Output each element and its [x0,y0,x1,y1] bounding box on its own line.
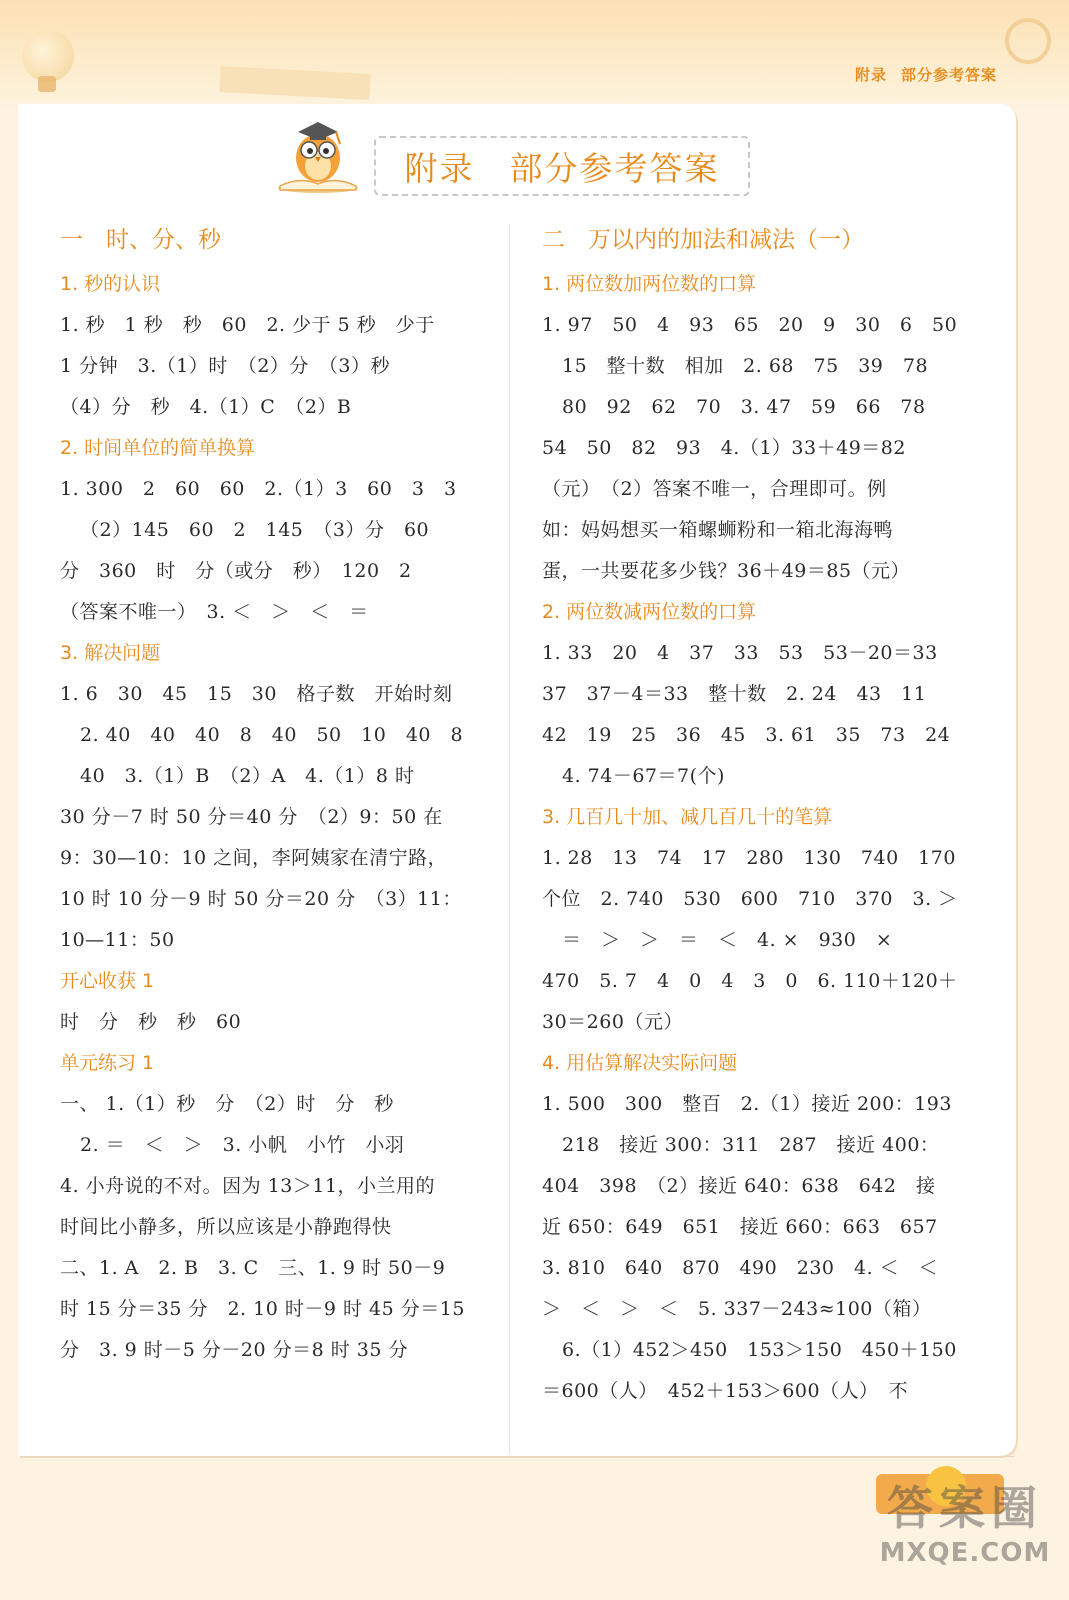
page-title: 附录 部分参考答案 [374,136,750,196]
answer-line: 1. 300 2 60 60 2.（1）3 60 3 3 [60,478,457,500]
answer-line: 42 19 25 36 45 3. 61 35 73 24 [542,724,951,746]
lightbulb-icon [22,30,74,82]
answer-line: 时 15 分＝35 分 2. 10 时－9 时 45 分＝15 [60,1298,465,1320]
answer-line: （2）145 60 2 145 （3）分 60 [80,519,430,541]
answer-line: 40 3.（1）B （2）A 4.（1）8 时 [80,765,415,787]
chapter-heading: 一 时、分、秒 [60,227,221,253]
right-column [542,218,962,1412]
section-heading: 1. 两位数加两位数的口算 [542,273,757,295]
answer-line: ＝600（人） 452＋153＞600（人） 不 [542,1380,909,1402]
title-area [262,110,762,200]
answer-line: 如：妈妈想买一箱螺蛳粉和一箱北海海鸭 [542,519,894,541]
answer-line: 54 50 82 93 4.（1）33＋49＝82 [542,437,906,459]
answer-line: 一、 1.（1）秒 分 （2）时 分 秒 [60,1093,394,1115]
answer-line: 1. 秒 1 秒 秒 60 2. 少于 5 秒 少于 [60,314,435,336]
answer-line: 2. 40 40 40 8 40 50 10 40 8 [80,724,464,746]
answer-line: （元） （2）答案不唯一，合理即可。例 [542,478,887,500]
answer-line: 15 整十数 相加 2. 68 75 39 78 [562,355,929,377]
answer-line: 蛋，一共要花多少钱？36＋49＝85（元） [542,560,911,582]
answer-line: （答案不唯一） 3. ＜ ＞ ＜ ＝ [60,601,369,623]
answer-line: 个位 2. 740 530 600 710 370 3. ＞ [542,888,958,910]
lightbulb-base-icon [38,76,56,92]
answer-line: 10 时 10 分－9 时 50 分＝20 分 （3）11： [60,888,462,910]
answer-line: 470 5. 7 4 0 4 3 0 6. 110＋120＋ [542,970,958,992]
answer-line: 10—11：50 [60,929,175,951]
watermark-url: MXQE.COM [879,1538,1051,1568]
answer-line: 4. 小舟说的不对。因为 13＞11，小兰用的 [60,1175,436,1197]
section-heading: 开心收获 1 [60,970,155,992]
answer-line: 1. 97 50 4 93 65 20 9 30 6 50 [542,314,958,336]
answer-line: 1. 28 13 74 17 280 130 740 170 [542,847,956,869]
answer-line: 分 3. 9 时－5 分－20 分＝8 时 35 分 [60,1339,409,1361]
answer-line: 404 398 （2）接近 640：638 642 接 [542,1175,936,1197]
header-subtitle: 部分参考答案 [900,66,997,84]
answer-line: 1 分钟 3.（1）时 （2）分 （3）秒 [60,355,391,377]
owl-mascot-icon [274,110,362,194]
answer-line: 二、1. A 2. B 3. C 三、1. 9 时 50－9 [60,1257,446,1279]
answer-line: 2. ＝ ＜ ＞ 3. 小帆 小竹 小羽 [80,1134,405,1156]
answer-line: 6.（1）452＞450 153＞150 450＋150 [562,1339,957,1361]
section-heading: 4. 用估算解决实际问题 [542,1052,738,1074]
magnifier-icon [1005,18,1051,64]
top-decor-band [0,0,1069,110]
answer-line: ＝ ＞ ＞ ＝ ＜ 4. × 930 × [562,929,893,951]
answer-line: （4）分 秒 4.（1）C （2）B [60,396,352,418]
answer-line: 时间比小静多，所以应该是小静跑得快 [60,1216,392,1238]
answer-line: 37 37－4＝33 整十数 2. 24 43 11 [542,683,927,705]
answer-line: 时 分 秒 秒 60 [60,1011,242,1033]
header-section: 附录 [854,66,887,84]
answer-line: 分 360 时 分（或分 秒） 120 2 [60,560,412,582]
section-heading: 2. 两位数减两位数的口算 [542,601,757,623]
answer-line: 9：30—10：10 之间，李阿姨家在清宁路， [60,847,448,869]
section-heading: 1. 秒的认识 [60,273,161,295]
column-divider [509,224,510,1454]
running-header [855,64,997,85]
left-column [60,218,480,1371]
answer-line: 30 分－7 时 50 分＝40 分 （2）9：50 在 [60,806,443,828]
answer-line: 近 650：649 651 接近 660：663 657 [542,1216,938,1238]
answer-line: 1. 33 20 4 37 33 53 53－20＝33 [542,642,938,664]
answer-line: 4. 74－67＝7(个) [562,765,725,787]
chapter-heading: 二 万以内的加法和减法（一） [542,227,864,253]
section-heading: 3. 几百几十加、减几百几十的笔算 [542,806,833,828]
section-heading: 3. 解决问题 [60,642,161,664]
answer-line: 80 92 62 70 3. 47 59 66 78 [562,396,926,418]
answer-line: 218 接近 300：311 287 接近 400： [562,1134,940,1156]
answer-line: 1. 500 300 整百 2.（1）接近 200：193 [542,1093,952,1115]
watermark-main: 答案圈 [887,1481,1043,1535]
watermark [870,1480,1060,1600]
answer-line: ＞ ＜ ＞ ＜ 5. 337－243≈100（箱） [542,1298,932,1320]
answer-line: 30＝260（元） [542,1011,683,1033]
section-heading: 2. 时间单位的简单换算 [60,437,256,459]
answer-line: 1. 6 30 45 15 30 格子数 开始时刻 [60,683,453,705]
section-heading: 单元练习 1 [60,1052,155,1074]
footer-rule [20,1456,1015,1457]
answer-line: 3. 810 640 870 490 230 4. ＜ ＜ [542,1257,939,1279]
